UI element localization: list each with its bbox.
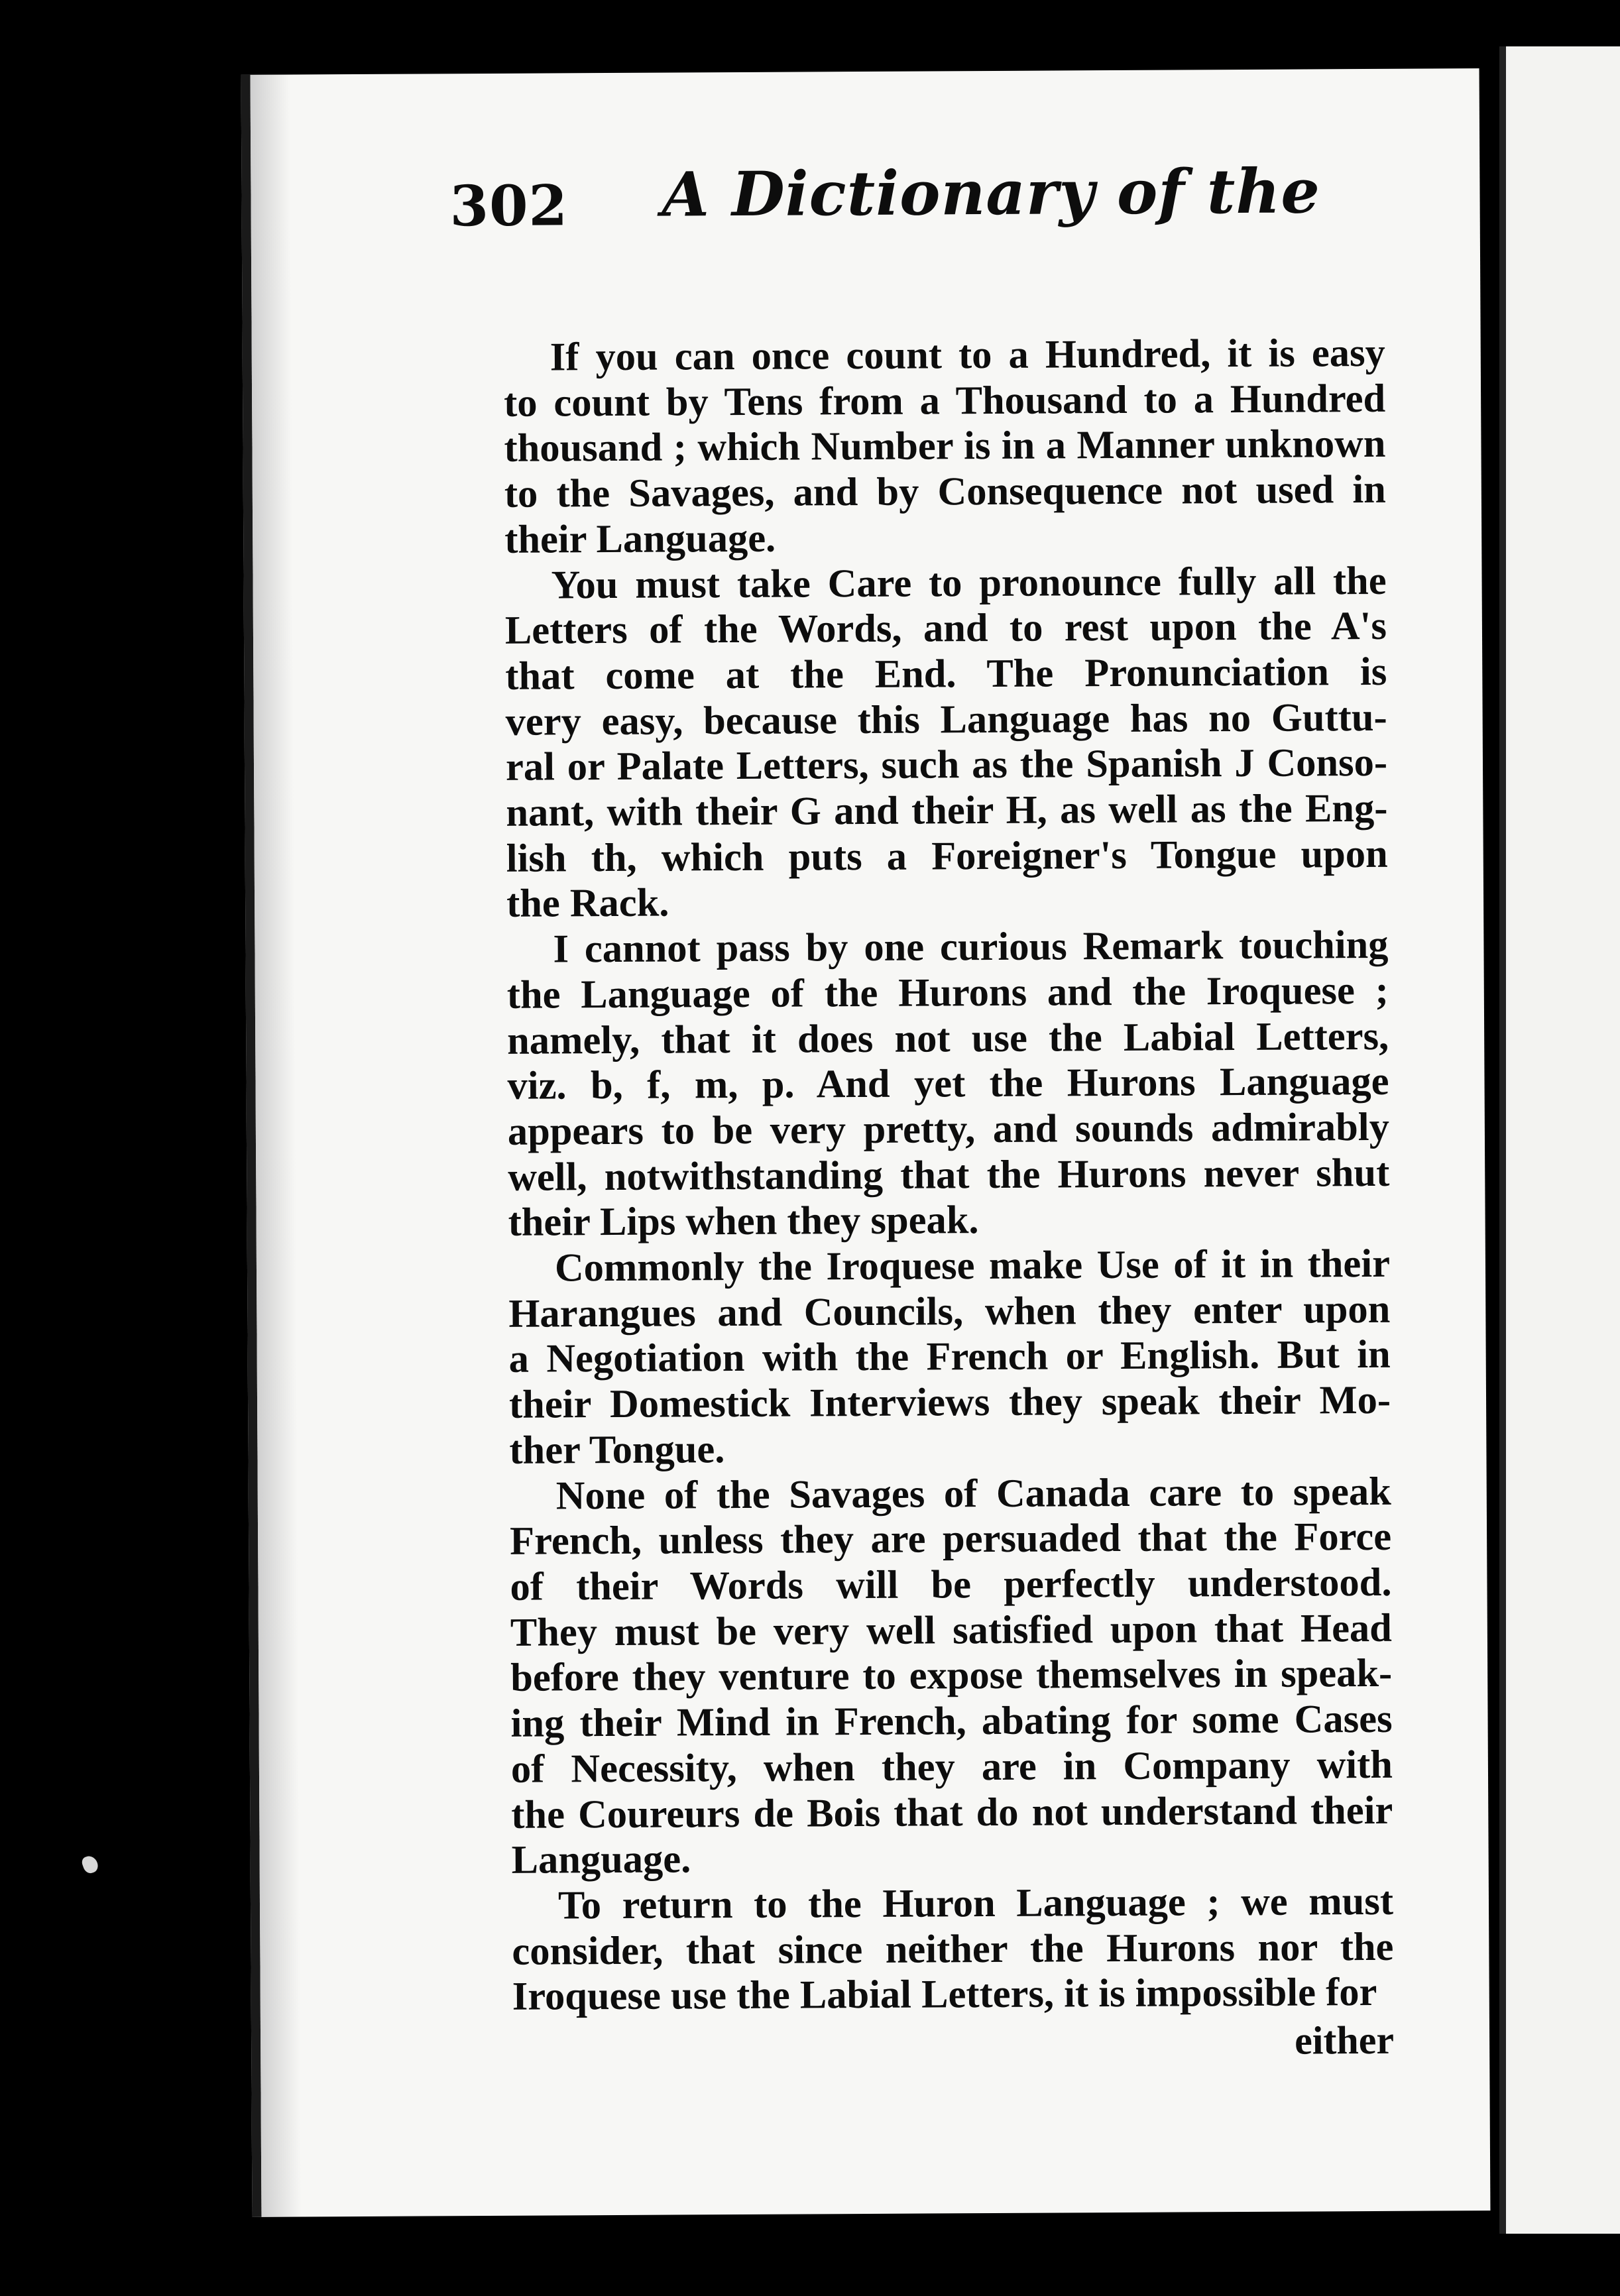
- text-line: Commonly the Iroquese make Use of it in their: [554, 1241, 1391, 1291]
- text-line: I cannot pass by one curious Remark touching: [553, 923, 1389, 972]
- page-number: 302: [449, 172, 569, 239]
- text-line: well, notwithstanding that the Hurons never shut: [508, 1150, 1390, 1200]
- text-line: viz. b, f, m, p. And yet the Hurons Language: [507, 1059, 1389, 1109]
- text-line: Language.: [511, 1837, 691, 1883]
- paragraph: [457, 1469, 1393, 1884]
- text-line: their Domestick Interviews they speak their Mo-: [508, 1378, 1391, 1427]
- text-line: the Language of the Hurons and the Iroquese ;: [506, 968, 1389, 1017]
- catchword: either: [1294, 2018, 1395, 2063]
- text-line: ther Tongue.: [509, 1426, 725, 1473]
- text-line: ral or Palate Letters, such as the Spanish J Conso-: [505, 740, 1388, 790]
- paragraph: [455, 1241, 1391, 1474]
- text-line: of their Words will be perfectly understood.: [510, 1560, 1392, 1609]
- text-line: consider, that since neither the Hurons nor the: [512, 1924, 1394, 1974]
- text-line: You must take Care to pronounce fully all the: [551, 558, 1387, 607]
- paragraph: [451, 558, 1388, 927]
- text-line: their Lips when they speak.: [508, 1198, 979, 1245]
- facing-page-edge: [1499, 46, 1620, 2234]
- text-line: their Language.: [504, 516, 776, 562]
- text-line: nant, with their G and their H, as well as the Eng-: [506, 785, 1388, 835]
- paragraph: [453, 923, 1389, 1246]
- text-line: Iroquese use the Labial Letters, it is impossible for: [512, 1970, 1377, 2020]
- text-line: of Necessity, when they are in Company with: [510, 1742, 1393, 1792]
- text-line: They must be very well satisfied upon that Head: [510, 1605, 1393, 1655]
- text-line: namely, that it does not use the Labial Letters,: [507, 1013, 1389, 1063]
- text-line: appears to be very pretty, and sounds admirably: [507, 1104, 1390, 1154]
- text-line: very easy, because this Language has no Guttu-: [505, 695, 1387, 744]
- text-line: to count by Tens from a Thousand to a Hundred: [503, 376, 1386, 426]
- running-title: A Dictionary of the: [662, 155, 1321, 231]
- text-line: that come at the End. The Pronunciation is: [505, 649, 1387, 699]
- text-line: to the Savages, and by Consequence not used in: [504, 467, 1387, 516]
- text-line: If you can once count to a Hundred, it is easy: [550, 330, 1385, 380]
- text-line: None of the Savages of Canada care to speak: [555, 1469, 1391, 1519]
- text-line: To return to the Huron Language ; we must: [557, 1878, 1394, 1928]
- left-black-margin: [0, 0, 239, 2296]
- paragraph: [459, 1879, 1394, 2020]
- text-line: Letters of the Words, and to rest upon the A's: [504, 604, 1387, 654]
- paragraph: [451, 331, 1387, 563]
- text-line: lish th, which puts a Foreigner's Tongue upon: [506, 831, 1388, 881]
- text-line: French, unless they are persuaded that the Force: [509, 1515, 1392, 1564]
- gutter-shadow: [251, 75, 302, 2217]
- body-text: [451, 331, 1394, 2020]
- text-line: thousand ; which Number is in a Manner unknown: [504, 422, 1386, 471]
- text-line: ing their Mind in French, abating for some Cases: [510, 1696, 1393, 1746]
- text-line: Harangues and Councils, when they enter upon: [508, 1287, 1391, 1336]
- text-line: the Rack.: [506, 880, 669, 927]
- running-head: [449, 154, 1444, 259]
- text-line: a Negotiation with the French or English. But in: [508, 1332, 1391, 1382]
- text-line: before they venture to expose themselves in speak-: [510, 1651, 1393, 1701]
- book-page: [241, 68, 1491, 2217]
- text-line: the Coureurs de Bois that do not understand their: [511, 1788, 1393, 1837]
